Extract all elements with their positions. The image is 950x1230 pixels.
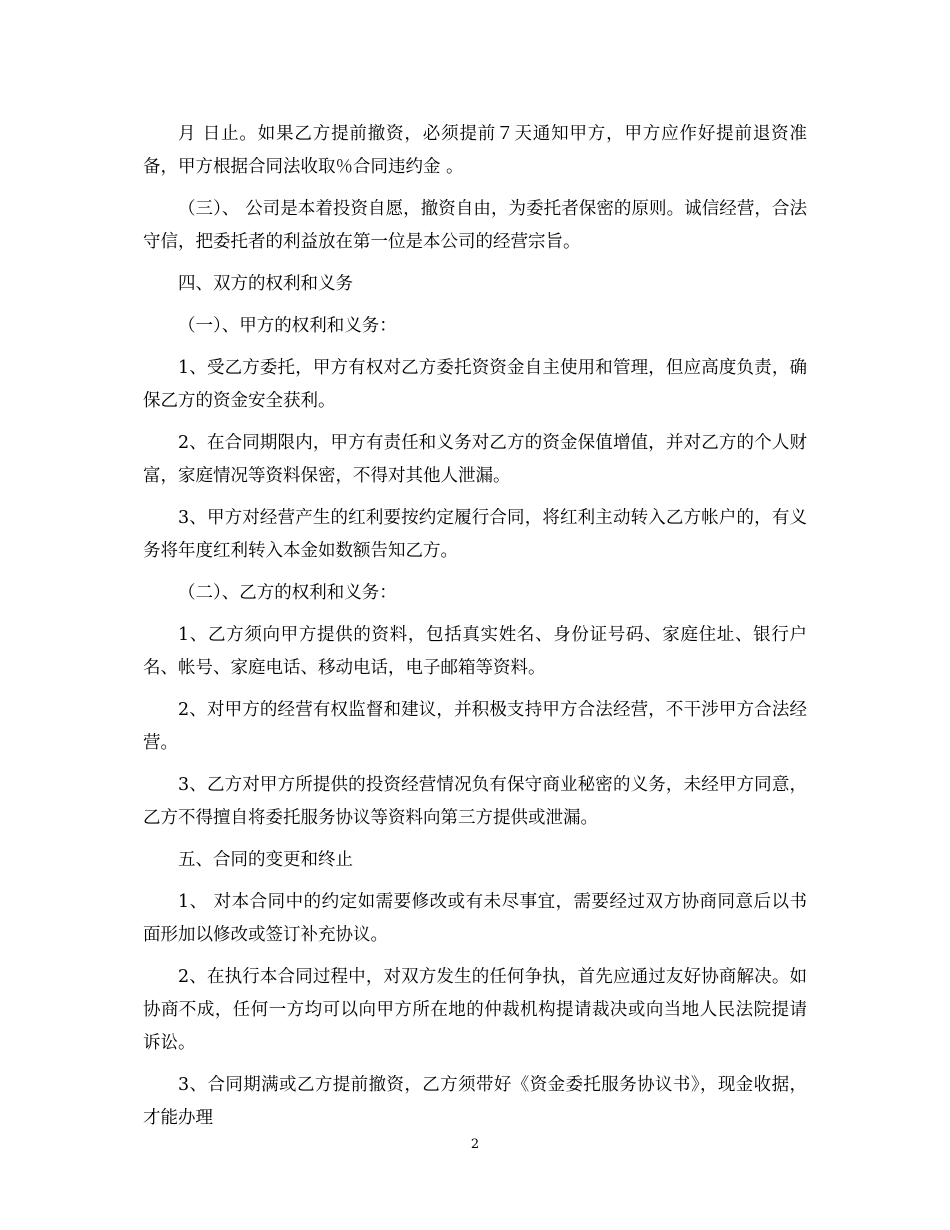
page-number: 2 — [470, 1137, 480, 1152]
subsection-heading-party-a: （一）、甲方的权利和义务： — [178, 316, 397, 336]
paragraph-party-b-3: 3、乙方对甲方所提供的投资经营情况负有保守商业秘密的义务，未经甲方同意，乙方不得擅自将委托服务协议等资料向第三方提供或泄漏。 — [143, 775, 807, 828]
subsection-heading-party-b: （二）、乙方的权利和义务： — [178, 583, 397, 603]
paragraph-2: （三）、 公司是本着投资自愿，撤资自由，为委托者保密的原则。诚信经营，合法守信，把委托者的利益放在第一位是本公司的经营宗旨。 — [143, 199, 807, 252]
section-heading-5: 五、合同的变更和终止 — [178, 850, 353, 870]
paragraph-party-a-3: 3、甲方对经营产生的红利要按约定履行合同，将红利主动转入乙方帐户的，有义务将年度红利转入本金如数额告知乙方。 — [143, 508, 807, 561]
paragraph-party-a-2: 2、在合同期限内，甲方有责任和义务对乙方的资金保值增值，并对乙方的个人财富，家庭情况等资料保密，不得对其他人泄漏。 — [143, 433, 807, 486]
paragraph-party-b-1: 1、乙方须向甲方提供的资料，包括真实姓名、身份证号码、家庭住址、银行户名、帐号、家庭电话、移动电话，电子邮箱等资料。 — [143, 625, 807, 678]
paragraph-change-2: 2、在执行本合同过程中，对双方发生的任何争执，首先应通过友好协商解决。如协商不成，任何一方均可以向甲方所在地的仲裁机构提请裁决或向当地人民法院提请诉讼。 — [143, 967, 807, 1053]
document-body — [143, 118, 807, 1144]
paragraph-change-3: 3、合同期满或乙方提前撤资，乙方须带好《资金委托服务协议书》，现金收据，才能办理 — [143, 1075, 807, 1128]
paragraph-party-b-2: 2、对甲方的经营有权监督和建议，并积极支持甲方合法经营，不干涉甲方合法经营。 — [143, 700, 807, 753]
paragraph-change-1: 1、 对本合同中的约定如需要修改或有未尽事宜，需要经过双方协商同意后以书面形加以修改或签订补充协议。 — [143, 892, 807, 945]
paragraph-party-a-1: 1、受乙方委托，甲方有权对乙方委托资资金自主使用和管理，但应高度负责，确保乙方的资金安全获利。 — [143, 358, 807, 411]
paragraph-1: 月 日止。如果乙方提前撤资，必须提前７天通知甲方，甲方应作好提前退资准备，甲方根据合同法收取％合同违约金 。 — [143, 124, 807, 177]
section-heading-4: 四、双方的权利和义务 — [178, 274, 353, 294]
